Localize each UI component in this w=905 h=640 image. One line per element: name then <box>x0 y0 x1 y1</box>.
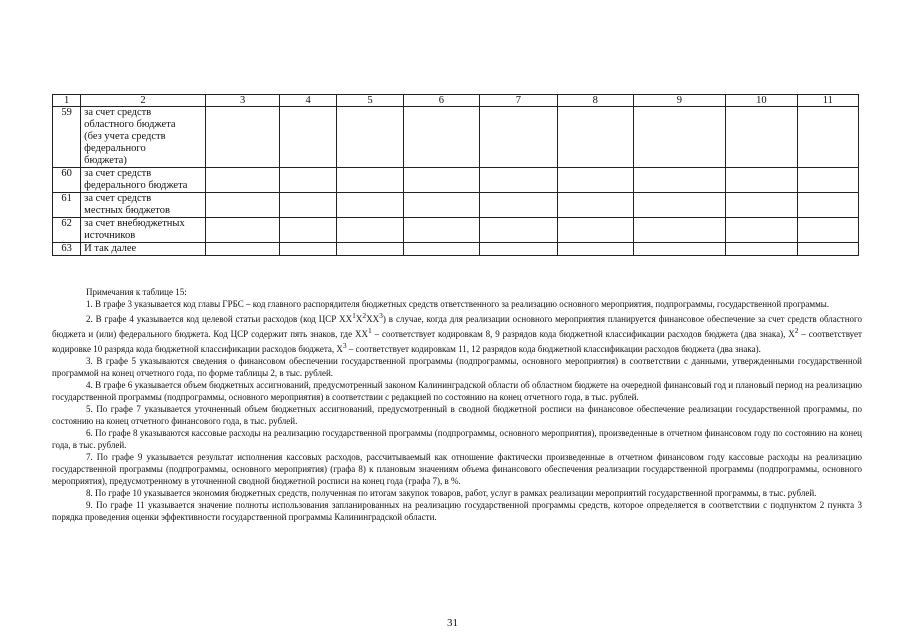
empty-cell <box>205 168 279 193</box>
column-header: 4 <box>280 95 336 107</box>
column-header: 7 <box>479 95 557 107</box>
column-header: 9 <box>633 95 726 107</box>
empty-cell <box>280 243 336 256</box>
empty-cell <box>205 107 279 168</box>
empty-cell <box>336 168 403 193</box>
table-row <box>53 243 859 256</box>
page-number: 31 <box>447 617 458 629</box>
empty-cell <box>404 193 479 218</box>
empty-cell <box>479 243 557 256</box>
row-label-line: И так далее <box>84 243 137 254</box>
budget-table <box>52 94 859 256</box>
table-row <box>53 218 859 243</box>
empty-cell <box>558 218 633 243</box>
empty-cell <box>797 168 858 193</box>
empty-cell <box>404 243 479 256</box>
empty-cell <box>726 243 797 256</box>
notes-title: Примечания к таблице 15: <box>86 287 187 297</box>
empty-cell <box>633 243 726 256</box>
note-6: 6. По графе 8 указываются кассовые расходы на реализацию государственной программы (подпрограммы, основного мероприятия), произведенные в отчетном финансовом году по состоянию на конец года, в тыс. рублей. <box>52 428 862 450</box>
empty-cell <box>280 218 336 243</box>
empty-cell <box>336 243 403 256</box>
empty-cell <box>280 107 336 168</box>
empty-cell <box>797 243 858 256</box>
empty-cell <box>479 168 557 193</box>
empty-cell <box>404 168 479 193</box>
empty-cell <box>280 168 336 193</box>
row-number: 62 <box>53 218 81 243</box>
empty-cell <box>633 107 726 168</box>
row-label-line: источников <box>84 230 136 241</box>
empty-cell <box>633 218 726 243</box>
empty-cell <box>558 193 633 218</box>
empty-cell <box>479 107 557 168</box>
empty-cell <box>336 193 403 218</box>
empty-cell <box>205 193 279 218</box>
row-label-line: федерального <box>84 143 146 154</box>
empty-cell <box>205 243 279 256</box>
row-number: 59 <box>53 107 81 168</box>
empty-cell <box>558 168 633 193</box>
empty-cell <box>479 218 557 243</box>
row-label-line: за счет средств <box>84 168 152 179</box>
note-1: 1. В графе 3 указывается код главы ГРБС – код главного распорядителя бюджетных средств ответственного за реализацию основного мероприятия, подпрограммы, государственной программы. <box>86 299 830 309</box>
empty-cell <box>726 107 797 168</box>
row-label-line: федерального бюджета <box>84 180 188 191</box>
table-header-row <box>53 95 859 107</box>
row-label-line: за счет средств <box>84 193 152 204</box>
empty-cell <box>558 107 633 168</box>
note-5: 5. По графе 7 указывается уточненный объем бюджетных ассигнований, предусмотренный в сводной бюджетной росписи на финансовое обеспечение реализации государственной программы, по состоянию на конец отчетного финансового года, в тыс. рублей. <box>52 404 862 426</box>
note-9: 9. По графе 11 указывается значение полноты использования запланированных на реализацию государственной программы средств, которое определяется в соответствии с подпунктом 2 пункта 3 порядка проведения оценки эффективности государственной программы Калининградской области. <box>52 500 862 522</box>
column-header: 6 <box>404 95 479 107</box>
row-label <box>81 218 206 243</box>
column-header: 8 <box>558 95 633 107</box>
empty-cell <box>726 218 797 243</box>
row-label <box>81 193 206 218</box>
note-8: 8. По графе 10 указывается экономия бюджетных средств, полученная по итогам закупок товаров, работ, услуг в рамках реализации мероприятий государственной программы, в тыс. рублей. <box>86 488 817 498</box>
row-label <box>81 107 206 168</box>
note-4: 4. В графе 6 указывается объем бюджетных ассигнований, предусмотренный законом Калининградской области об областном бюджете на очередной финансовый год и плановый период на реализацию государственной программы (подпрограммы, основного мероприятия) в соответствии с редакцией по состоянию на конец отчетного года, в тыс. рублей. <box>52 380 862 402</box>
column-header: 1 <box>53 95 81 107</box>
row-label-line: (без учета средств <box>84 131 166 142</box>
table-notes <box>52 286 862 523</box>
empty-cell <box>633 193 726 218</box>
column-header: 10 <box>726 95 797 107</box>
row-label <box>81 168 206 193</box>
empty-cell <box>336 218 403 243</box>
empty-cell <box>797 218 858 243</box>
empty-cell <box>797 193 858 218</box>
row-number: 61 <box>53 193 81 218</box>
empty-cell <box>404 218 479 243</box>
empty-cell <box>797 107 858 168</box>
column-header: 11 <box>797 95 858 107</box>
row-number: 60 <box>53 168 81 193</box>
row-label-line: бюджета) <box>84 155 127 166</box>
row-label-line: за счет средств <box>84 107 152 118</box>
column-header: 3 <box>205 95 279 107</box>
row-number: 63 <box>53 243 81 256</box>
empty-cell <box>479 193 557 218</box>
note-2: 2. В графе 4 указывается код целевой статьи расходов (код ЦСР $XX^1X^2XX^3$) в случае, когда для реализации основного мероприятия планируется финансовое обеспечение за счет средств областного бюджета и (или) федерального бюджета. Код ЦСР содержит пять знаков, где $XX^1$ – соответствует кодировкам 8, 9 разрядов кода бюджетной классификации расходов бюджета (два знака), $X^2$ – соответствует кодировке 10 разряда кода бюджетной классификации расходов бюджета, $X^3$ – соответствует кодировкам 11, 12 разрядов кода бюджетной классификации расходов бюджета (два знака). <box>52 311 863 354</box>
empty-cell <box>558 243 633 256</box>
note-3: 3. В графе 5 указываются сведения о финансовом обеспечении государственной программы (подпрограммы, основного мероприятия) в соответствии с данными, утвержденными государственной программой на конец отчетного года, по форме таблицы 2, в тыс. рублей. <box>52 356 862 378</box>
table-row <box>53 168 859 193</box>
row-label-line: местных бюджетов <box>84 205 170 216</box>
column-header: 2 <box>81 95 206 107</box>
row-label <box>81 243 206 256</box>
note-7: 7. По графе 9 указывается результат исполнения кассовых расходов, рассчитываемый как отношение фактически произведенные в отчетном финансовом году кассовые расходы на реализацию государственной программы (подпрограммы, основного мероприятия) (графа 8) к плановым значениям объема финансового обеспечения реализации государственной программы (подпрограммы, основного мероприятия), предусмотренному в уточненной сводной бюджетной росписи на конец года (графа 7), в %. <box>52 452 862 486</box>
column-header: 5 <box>336 95 403 107</box>
table-row <box>53 107 859 168</box>
row-label-line: областного бюджета <box>84 119 176 130</box>
empty-cell <box>633 168 726 193</box>
empty-cell <box>726 193 797 218</box>
empty-cell <box>336 107 403 168</box>
table-row <box>53 193 859 218</box>
empty-cell <box>280 193 336 218</box>
empty-cell <box>726 168 797 193</box>
empty-cell <box>205 218 279 243</box>
empty-cell <box>404 107 479 168</box>
row-label-line: за счет внебюджетных <box>84 218 185 229</box>
